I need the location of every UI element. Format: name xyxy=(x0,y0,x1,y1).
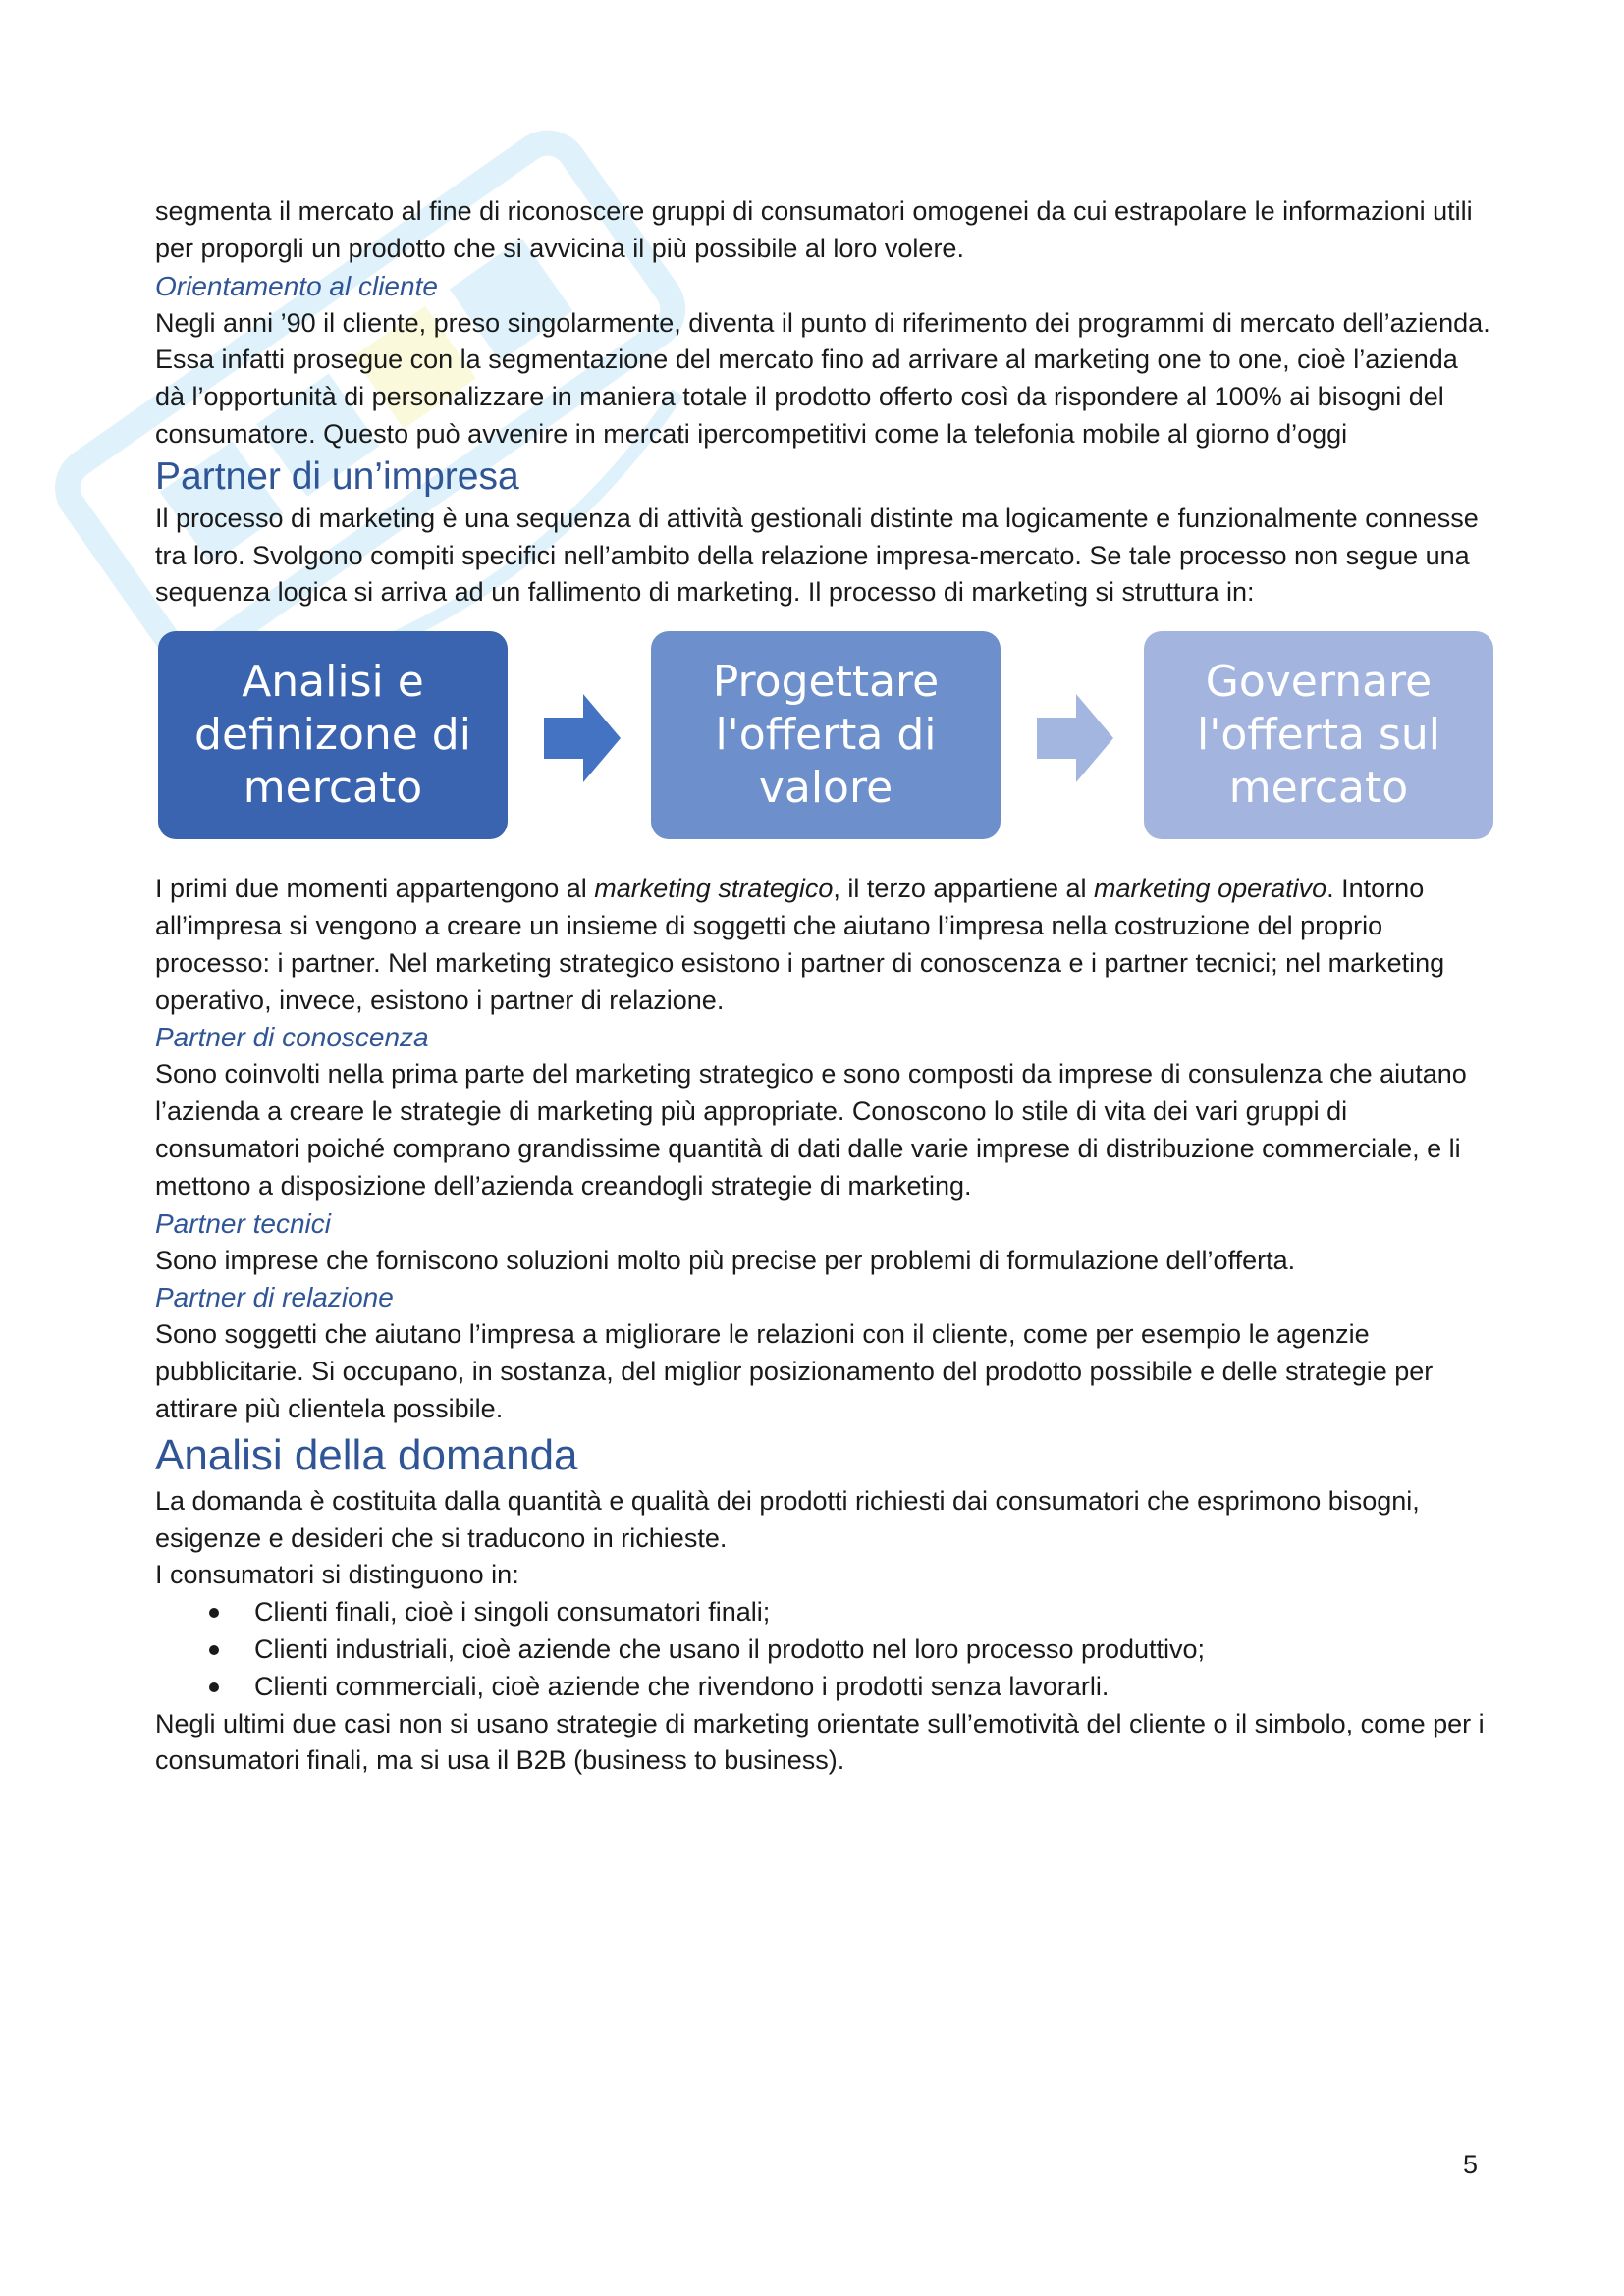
heading-analisi-domanda: Analisi della domanda xyxy=(155,1430,578,1479)
process-step-governare xyxy=(1144,631,1493,839)
heading-partner-relazione: Partner di relazione xyxy=(155,1282,394,1313)
process-step-analisi-label: Analisi e definizone di mercato xyxy=(194,657,471,814)
process-step-progettare-label: Progettare l'offerta di valore xyxy=(712,657,940,814)
paragraph-partner-tecnici: Sono imprese che forniscono soluzioni molto più precise per problemi di formulazione dell’offerta. xyxy=(155,1245,1296,1275)
paragraph-b2b: Negli ultimi due casi non si usano strategie di marketing orientate sull’emotività del cliente o il simbolo, come per i consumatori finali, ma si usa il B2B (business to business). xyxy=(155,1708,1485,1776)
consumer-types-list xyxy=(155,1594,1490,1705)
paragraph-domanda: La domanda è costituita dalla quantità e qualità dei prodotti richiesti dai consumatori che esprimono bisogni, esigenze e desideri che si traducono in richieste. xyxy=(155,1485,1420,1553)
term-marketing-operativo: marketing operativo xyxy=(1094,874,1327,904)
paragraph-orientamento: Negli anni ’90 il cliente, preso singolarmente, diventa il punto di riferimento dei programmi di mercato dell’azienda. Essa infatti prosegue con la segmentazione del mercato fino ad arrivare al marketing one to one, cioè l’azienda dà l’opportunità di personalizzare in maniera totale il prodotto offerto così da rispondere al 100% ai bisogni del consumatore. Questo può avvenire in mercati ipercompetitivi come la telefonia mobile al giorno d’oggi xyxy=(155,307,1490,449)
heading-partner-tecnici: Partner tecnici xyxy=(155,1207,331,1239)
list-item: Clienti commerciali, cioè aziende che rivendono i prodotti senza lavorarli. xyxy=(155,1669,1490,1706)
process-step-analisi xyxy=(158,631,508,839)
list-item: Clienti finali, cioè i singoli consumatori finali; xyxy=(155,1594,1490,1631)
paragraph-partner-conoscenza: Sono coinvolti nella prima parte del marketing strategico e sono composti da imprese di consulenza che aiutano l’azienda a creare le strategie di marketing più appropriate. Conoscono lo stile di vita dei vari gruppi di consumatori poiché comprano grandissime quantità di dati dalle varie imprese di distribuzione commerciale, e li mettono a disposizione dell’azienda creandogli strategie di marketing. xyxy=(155,1059,1467,1201)
paragraph-partner-intro xyxy=(155,871,1490,1019)
process-step-progettare xyxy=(651,631,1001,839)
process-diagram xyxy=(155,631,1490,849)
page-number: 5 xyxy=(1463,2150,1479,2179)
arrow-right-icon xyxy=(1037,694,1113,782)
paragraph-partner-relazione: Sono soggetti che aiutano l’impresa a migliorare le relazioni con il cliente, come per esempio le agenzie pubblicitarie. Si occupano, in sostanza, del miglior posizionamento del prodotto possibile e delle strategie per attirare più clientela possibile. xyxy=(155,1319,1434,1423)
text-span: . Intorno all’impresa si vengono a creare un insieme di soggetti che aiutano l’impresa nella costruzione del proprio processo: i partner. Nel marketing strategico esistono i partner di conoscenza e i partner tecnici; nel marketing operativo, invece, esistono i partner di relazione. xyxy=(155,874,1445,1015)
text-span: , il terzo appartiene al xyxy=(833,874,1095,904)
heading-partner-conoscenza: Partner di conoscenza xyxy=(155,1022,429,1053)
term-marketing-strategico: marketing strategico xyxy=(594,874,834,904)
heading-partner-impresa: Partner di un’impresa xyxy=(155,454,519,498)
arrow-right-icon xyxy=(544,694,621,782)
paragraph-processo-marketing: Il processo di marketing è una sequenza di attività gestionali distinte ma logicamente e funzionalmente connesse tra loro. Svolgono compiti specifici nell’ambito della relazione impresa-mercato. Se tale processo non segue una sequenza logica si arriva ad un fallimento di marketing. Il processo di marketing si struttura in: xyxy=(155,503,1479,608)
process-step-governare-label: Governare l'offerta sul mercato xyxy=(1197,657,1440,814)
heading-orientamento-cliente: Orientamento al cliente xyxy=(155,270,438,301)
list-item: Clienti industriali, cioè aziende che usano il prodotto nel loro processo produttivo; xyxy=(155,1631,1490,1669)
text-span: I primi due momenti appartengono al xyxy=(155,874,595,904)
document-body xyxy=(155,193,1490,1780)
paragraph-segmentazione: segmenta il mercato al fine di riconoscere gruppi di consumatori omogenei da cui estrapolare le informazioni utili per proporgli un prodotto che si avvicina il più possibile al loro volere. xyxy=(155,196,1473,263)
paragraph-consumatori: I consumatori si distinguono in: xyxy=(155,1560,519,1590)
